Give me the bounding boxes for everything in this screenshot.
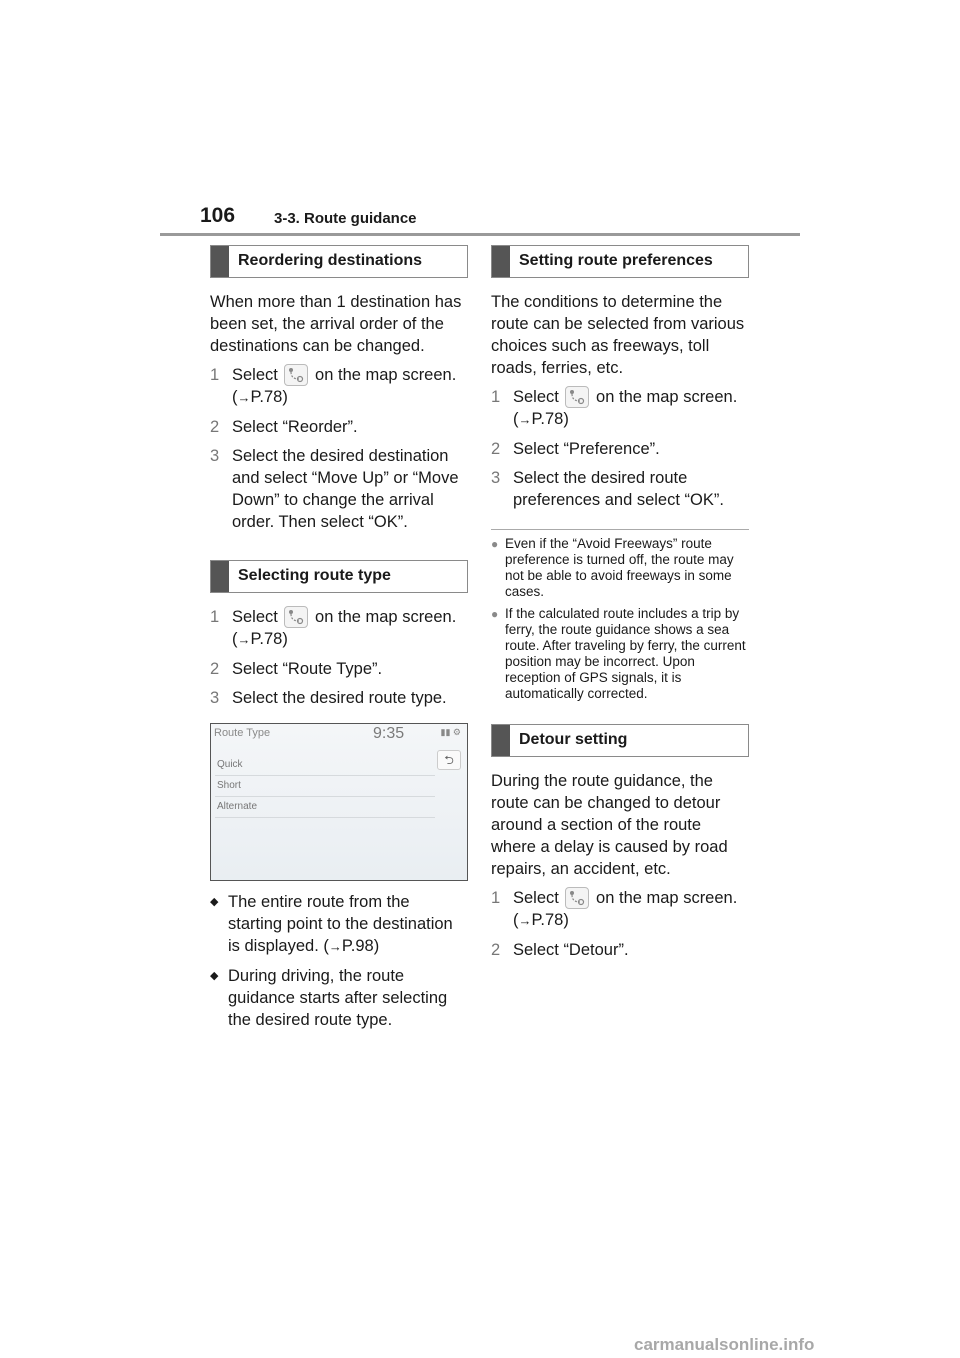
reorder-step-1: 1 Select on the map screen. (→P.78): [210, 366, 457, 406]
reorder-intro: When more than 1 destination has been set, the arrival order of the destinations can be changed.: [210, 293, 462, 355]
detour-step-1: 1 Select on the map screen. (→P.78): [491, 889, 738, 929]
note-item: ● Even if the “Avoid Freeways” route preference is turned off, the route may not be able to avoid freeways in some cases.: [491, 536, 734, 599]
section-heading-route-type: Selecting route type: [210, 560, 468, 593]
section-heading-preferences: Setting route preferences: [491, 245, 749, 278]
chapter-title: 3-3. Route guidance: [274, 210, 417, 227]
step-number: 1: [210, 608, 220, 626]
step-number: 1: [491, 889, 501, 907]
route-icon: [284, 364, 308, 386]
route-type-step-2: 2 Select “Route Type”.: [210, 660, 383, 678]
preferences-step-2: 2 Select “Preference”.: [491, 440, 660, 458]
route-type-step-1: 1 Select on the map screen. (→P.78): [210, 608, 457, 648]
route-option-short[interactable]: Short: [215, 776, 435, 797]
note-item: ● If the calculated route includes a trip by ferry, the route guidance shows a sea route. After traveling by ferry, the current position may be incorrect. Upon reception of GPS signals, it is automatically corrected.: [491, 606, 746, 701]
step-number: 3: [491, 469, 501, 487]
reorder-step-3: 3 Select the desired destination and select “Move Up” or “Move Down” to change the arrival order. Then select “OK”.: [210, 447, 459, 531]
bullet-icon: ◆: [210, 896, 219, 908]
arrow-right-icon: →: [518, 913, 532, 928]
route-type-bullet-1: ◆ The entire route from the starting point to the destination is displayed. (→P.98): [210, 893, 453, 955]
note-bullet-icon: ●: [491, 537, 499, 551]
preferences-step-3: 3 Select the desired route preferences and select “OK”.: [491, 469, 724, 509]
preferences-step-1: 1 Select on the map screen. (→P.78): [491, 388, 738, 428]
route-icon: [284, 606, 308, 628]
left-column: [210, 245, 468, 1031]
arrow-right-icon: →: [237, 632, 251, 647]
route-option-alternate[interactable]: Alternate: [215, 797, 435, 818]
detour-step-2: 2 Select “Detour”.: [491, 941, 629, 959]
preferences-notes: [491, 529, 749, 702]
route-icon: [565, 386, 589, 408]
step-number: 3: [210, 689, 220, 707]
step-number: 1: [210, 366, 220, 384]
back-button[interactable]: ⮌: [437, 750, 461, 770]
step-number: 2: [491, 941, 501, 959]
section-heading-detour: Detour setting: [491, 724, 749, 757]
reorder-step-2: 2 Select “Reorder”.: [210, 418, 358, 436]
step-number: 1: [491, 388, 501, 406]
preferences-intro: The conditions to determine the route can be selected from various choices such as freeways, toll roads, ferries, etc.: [491, 293, 745, 377]
route-type-step-3: 3 Select the desired route type.: [210, 689, 447, 707]
note-bullet-icon: ●: [491, 607, 499, 621]
route-icon: [565, 887, 589, 909]
right-column: [491, 245, 749, 961]
route-type-screenshot: [210, 723, 468, 881]
arrow-right-icon: →: [237, 390, 251, 405]
step-number: 3: [210, 447, 220, 465]
page-number: 106: [200, 204, 236, 227]
step-number: 2: [491, 440, 501, 458]
section-heading-reorder: Reordering destinations: [210, 245, 468, 278]
page-header: [160, 204, 800, 236]
step-number: 2: [210, 660, 220, 678]
route-type-bullet-2: ◆ During driving, the route guidance starts after selecting the desired route type.: [210, 967, 448, 1029]
watermark: carmanualsonline.info: [634, 1335, 815, 1354]
screen-title: Route Type: [214, 727, 271, 739]
detour-intro: During the route guidance, the route can be changed to detour around a section of the route where a delay is caused by road repairs, an accident, etc.: [491, 772, 728, 878]
arrow-right-icon: →: [518, 412, 532, 427]
signal-icon: ▮▮ ⚙: [440, 727, 461, 737]
arrow-right-icon: →: [328, 939, 342, 954]
screen-clock: 9:35: [373, 725, 405, 742]
route-option-quick[interactable]: Quick: [215, 755, 435, 776]
step-number: 2: [210, 418, 220, 436]
bullet-icon: ◆: [210, 970, 219, 982]
